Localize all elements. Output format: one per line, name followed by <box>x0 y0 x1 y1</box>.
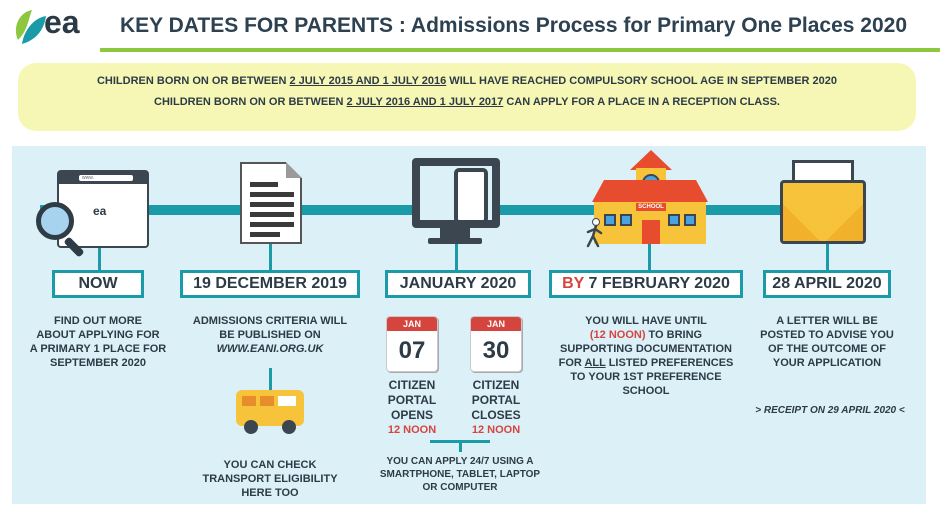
document-line <box>250 232 280 237</box>
desc-line: YOU CAN APPLY 24/7 USING A <box>386 456 534 467</box>
document-line <box>250 222 294 227</box>
transport-stem <box>269 368 272 390</box>
monitor-base <box>428 238 482 244</box>
bus-windshield <box>278 396 296 406</box>
timeline-stem <box>269 244 272 270</box>
desc-line: SMARTPHONE, TABLET, LAPTOP <box>379 469 541 480</box>
date-prefix: BY <box>562 275 585 292</box>
desc-line: PORTAL <box>387 393 437 407</box>
running-child-icon <box>584 218 604 248</box>
desc-line: SUPPORTING DOCUMENTATION <box>560 343 732 355</box>
banner-line-2-dates: 2 JULY 2016 AND 1 JULY 2017 <box>346 96 504 108</box>
timeline-stem <box>826 244 829 270</box>
step-december-description <box>180 314 360 356</box>
smartphone-icon <box>454 168 488 224</box>
envelope-flap-left <box>780 201 824 244</box>
calendar-icon-jan-07 <box>386 316 438 372</box>
desc-fragment: LISTED PREFERENCES <box>605 357 734 369</box>
desc-line: ADMISSIONS CRITERIA WILL <box>192 315 348 327</box>
school-window <box>620 214 632 226</box>
desc-line: SEPTEMBER 2020 <box>50 357 146 369</box>
school-roof <box>592 180 708 202</box>
note-stem <box>459 440 462 452</box>
document-icon <box>240 162 302 244</box>
step-april-description <box>752 314 902 370</box>
desc-line: PORTAL <box>471 393 521 407</box>
portal-opens-time: 12 NOON <box>387 424 437 436</box>
portal-opens-label <box>372 378 452 438</box>
desc-line: FIND OUT MORE <box>54 315 142 327</box>
date-label: 28 APRIL 2020 <box>772 275 882 292</box>
portal-closes-time: 12 NOON <box>471 424 521 436</box>
desc-line: YOU WILL HAVE UNTIL <box>585 315 707 327</box>
banner-line-2-pre: CHILDREN BORN ON OR BETWEEN <box>154 96 347 108</box>
title-divider <box>100 48 940 52</box>
document-fold <box>286 162 302 178</box>
banner-line-2 <box>18 96 916 108</box>
date-label: JANUARY 2020 <box>399 275 517 292</box>
desc-line: BE PUBLISHED ON <box>219 329 321 341</box>
desc-line: OPENS <box>390 408 433 422</box>
desc-line: A PRIMARY 1 PLACE FOR <box>29 343 167 355</box>
bus-wheel <box>282 420 296 434</box>
browser-icon <box>57 170 149 248</box>
date-label: NOW <box>78 275 118 292</box>
date-label: 7 FEBRUARY 2020 <box>584 275 730 292</box>
school-sign: SCHOOL <box>636 203 666 211</box>
deadline-time: (12 NOON) <box>589 329 646 341</box>
desc-line: TRANSPORT ELIGIBILITY <box>202 473 338 485</box>
desc-line: CLOSES <box>471 408 521 422</box>
desc-line <box>544 328 748 342</box>
envelope-flap-right <box>822 201 866 244</box>
date-box-april <box>763 270 891 298</box>
desc-line: SCHOOL <box>622 385 670 397</box>
desc-line: OR COMPUTER <box>422 482 498 493</box>
date-label: 19 DECEMBER 2019 <box>193 275 347 292</box>
bus-wheel <box>244 420 258 434</box>
calendar-icon-jan-30 <box>470 316 522 372</box>
banner-line-1-pre: CHILDREN BORN ON OR BETWEEN <box>96 75 290 87</box>
desc-line: ABOUT APPLYING FOR <box>36 329 160 341</box>
desc-emphasis: ALL <box>584 357 606 369</box>
transport-note <box>190 458 350 500</box>
magnifier-icon <box>36 202 74 240</box>
desc-line: CITIZEN <box>388 378 436 392</box>
school-door <box>642 220 660 244</box>
document-line <box>250 192 294 197</box>
calendar-day: 07 <box>398 337 426 364</box>
browser-logo: ea <box>93 204 107 218</box>
age-banner <box>18 63 916 131</box>
desc-line <box>544 356 748 370</box>
timeline-stem <box>455 244 458 270</box>
calendar-month: JAN <box>471 317 521 331</box>
banner-line-1 <box>18 75 916 87</box>
logo-text: ea <box>44 4 80 40</box>
page-title: KEY DATES FOR PARENTS : Admissions Process for Primary One Places 2020 <box>120 14 907 37</box>
portal-closes-label <box>456 378 536 438</box>
desc-line: HERE TOO <box>241 487 299 499</box>
date-box-december <box>180 270 360 298</box>
eani-website-link[interactable]: WWW.EANI.ORG.UK <box>216 343 324 355</box>
date-box-now <box>52 270 144 298</box>
desc-fragment: FOR <box>558 357 585 369</box>
school-window <box>684 214 696 226</box>
receipt-note: > RECEIPT ON 29 APRIL 2020 < <box>755 405 905 416</box>
bus-window <box>242 396 256 406</box>
school-window <box>604 214 616 226</box>
browser-url: www. <box>79 175 133 181</box>
banner-line-1-dates: 2 JULY 2015 AND 1 JULY 2016 <box>289 75 447 87</box>
desc-line: CITIZEN <box>472 378 520 392</box>
timeline-stem <box>648 244 651 270</box>
school-window <box>668 214 680 226</box>
desc-line: TO YOUR 1ST PREFERENCE <box>570 371 722 383</box>
desc-line: POSTED TO ADVISE YOU <box>760 329 894 341</box>
date-box-january <box>385 270 531 298</box>
bus-window <box>260 396 274 406</box>
date-box-february <box>549 270 743 298</box>
desc-line: YOUR APPLICATION <box>772 357 882 369</box>
banner-line-2-post: CAN APPLY FOR A PLACE IN A RECEPTION CLASS. <box>503 96 780 108</box>
desc-line: A LETTER WILL BE <box>776 315 878 327</box>
desc-line: OF THE OUTCOME OF <box>768 343 886 355</box>
school-tower-roof <box>630 150 672 170</box>
step-february-description <box>544 314 748 398</box>
step-now-description <box>22 314 174 370</box>
calendar-day: 30 <box>482 337 510 364</box>
desc-fragment: TO BRING <box>645 329 703 341</box>
document-line <box>250 202 294 207</box>
envelope-icon <box>780 180 866 244</box>
apply-anytime-note <box>372 455 548 494</box>
calendar-month: JAN <box>387 317 437 331</box>
document-line <box>250 212 294 217</box>
desc-line: YOU CAN CHECK <box>223 459 317 471</box>
banner-line-1-post: WILL HAVE REACHED COMPULSORY SCHOOL AGE IN SEPTEMBER 2020 <box>446 75 838 87</box>
document-line <box>250 182 278 187</box>
